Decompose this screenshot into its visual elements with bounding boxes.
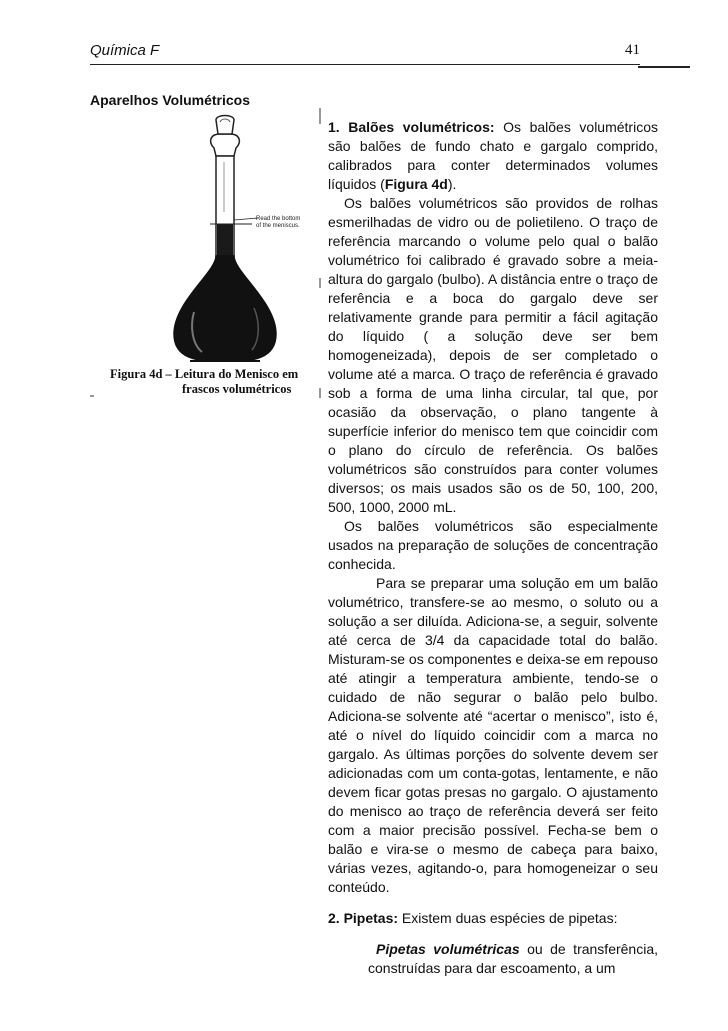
paragraph-baloes — [328, 118, 658, 194]
figure-volumetric-flask — [102, 112, 320, 408]
heading-pipetas: 2. Pipetas: — [328, 910, 399, 926]
heading-baloes: 1. Balões volumétricos: — [328, 119, 495, 135]
header-rule-accent — [638, 66, 690, 68]
figure-reference: Figura 4d — [384, 176, 448, 192]
caption-line-1: Figura 4d – Leitura do Menisco em — [110, 367, 299, 381]
paragraph-rolhas: Os balões volumétricos são providos de rolhas esmerilhadas de vidro ou de polietileno. O traço de referência marcando o volume pelo qual o balão volumétrico foi calibrado é gravado sobre a meia-altura do gargalo (bulbo). A distância entre o traço de referência e a boca do gargalo deve ser relativamente grande para permitir a fácil agitação do líquido ( a solução deve ser bem homogeneizada), depois de ser completado o volume até a marca. O traço de referência é gravado sob a forma de uma linha circular, tal que, por ocasião da observação, o plano tangente à superfície inferior do menisco tem que coincidir com o plano do círculo de referência. Os balões volumétricos são construídos para conter volumes diversos; os mais usados são os de 50, 100, 200, 500, 1000, 2000 mL. — [328, 195, 658, 515]
paragraph-pipetas — [328, 909, 658, 928]
callout-line-2: of the meniscus. — [256, 223, 300, 229]
page-header — [90, 38, 640, 64]
callout-line-1: Read the bottom — [256, 216, 301, 222]
paragraph-uso: Os balões volumétricos são especialmente usados na preparação de soluções de concentração conhecida. — [328, 518, 658, 572]
meniscus-callout — [256, 216, 304, 230]
volumetric-flask-illustration — [102, 112, 320, 362]
paragraph-preparo: Para se preparar uma solução em um balão volumétrico, transfere-se ao mesmo, o soluto ou a solução a ser diluída. Adiciona-se, a seguir, solvente até cerca de 3/4 da capacidade total do balão. Misturam-se os componentes e deixa-se em repouso até atingir a temperatura ambiente, tendo-se o cuidado de não segurar o balão pelo bulbo. Adiciona-se solvente até “acertar o menisco”, isto é, até o nível do líquido coincidir com a marca no gargalo. As últimas porções do solvente devem ser adicionadas com um conta-gotas, lentamente, e não devem ficar gotas presas no gargalo. O ajustamento do menisco ao traço de referência deverá ser feito com a maior precisão possível. Fecha-se bem o balão e vira-se o mesmo de cabeça para baixo, várias vezes, agitando-o, para homogeneizar o seu conteúdo. — [328, 575, 658, 895]
p6-text: ou de transferência, construídas para dar escoamento, a um — [368, 941, 658, 976]
scan-mark — [319, 278, 321, 288]
scan-mark — [319, 388, 321, 398]
header-rule — [90, 64, 640, 65]
section-title: Aparelhos Volumétricos — [90, 92, 251, 108]
p1-end: ). — [447, 176, 457, 192]
p5-text: Existem duas espécies de pipetas: — [398, 910, 618, 926]
main-text-column — [328, 118, 658, 978]
paragraph-pipetas-volumetricas — [328, 940, 658, 978]
p1-text: Os balões volumétricos são balões de fundo chato e gargalo comprido, calibrados para conter determinados volumes líquidos ( — [328, 119, 658, 192]
header-title: Química F — [90, 42, 160, 59]
caption-line-2: frascos volumétricos — [182, 382, 292, 396]
scan-mark — [90, 395, 94, 397]
figure-caption — [110, 367, 320, 397]
page-number: 41 — [625, 42, 640, 58]
term-pipetas-volumetricas: Pipetas volumétricas — [376, 941, 520, 957]
scan-mark — [319, 108, 321, 124]
